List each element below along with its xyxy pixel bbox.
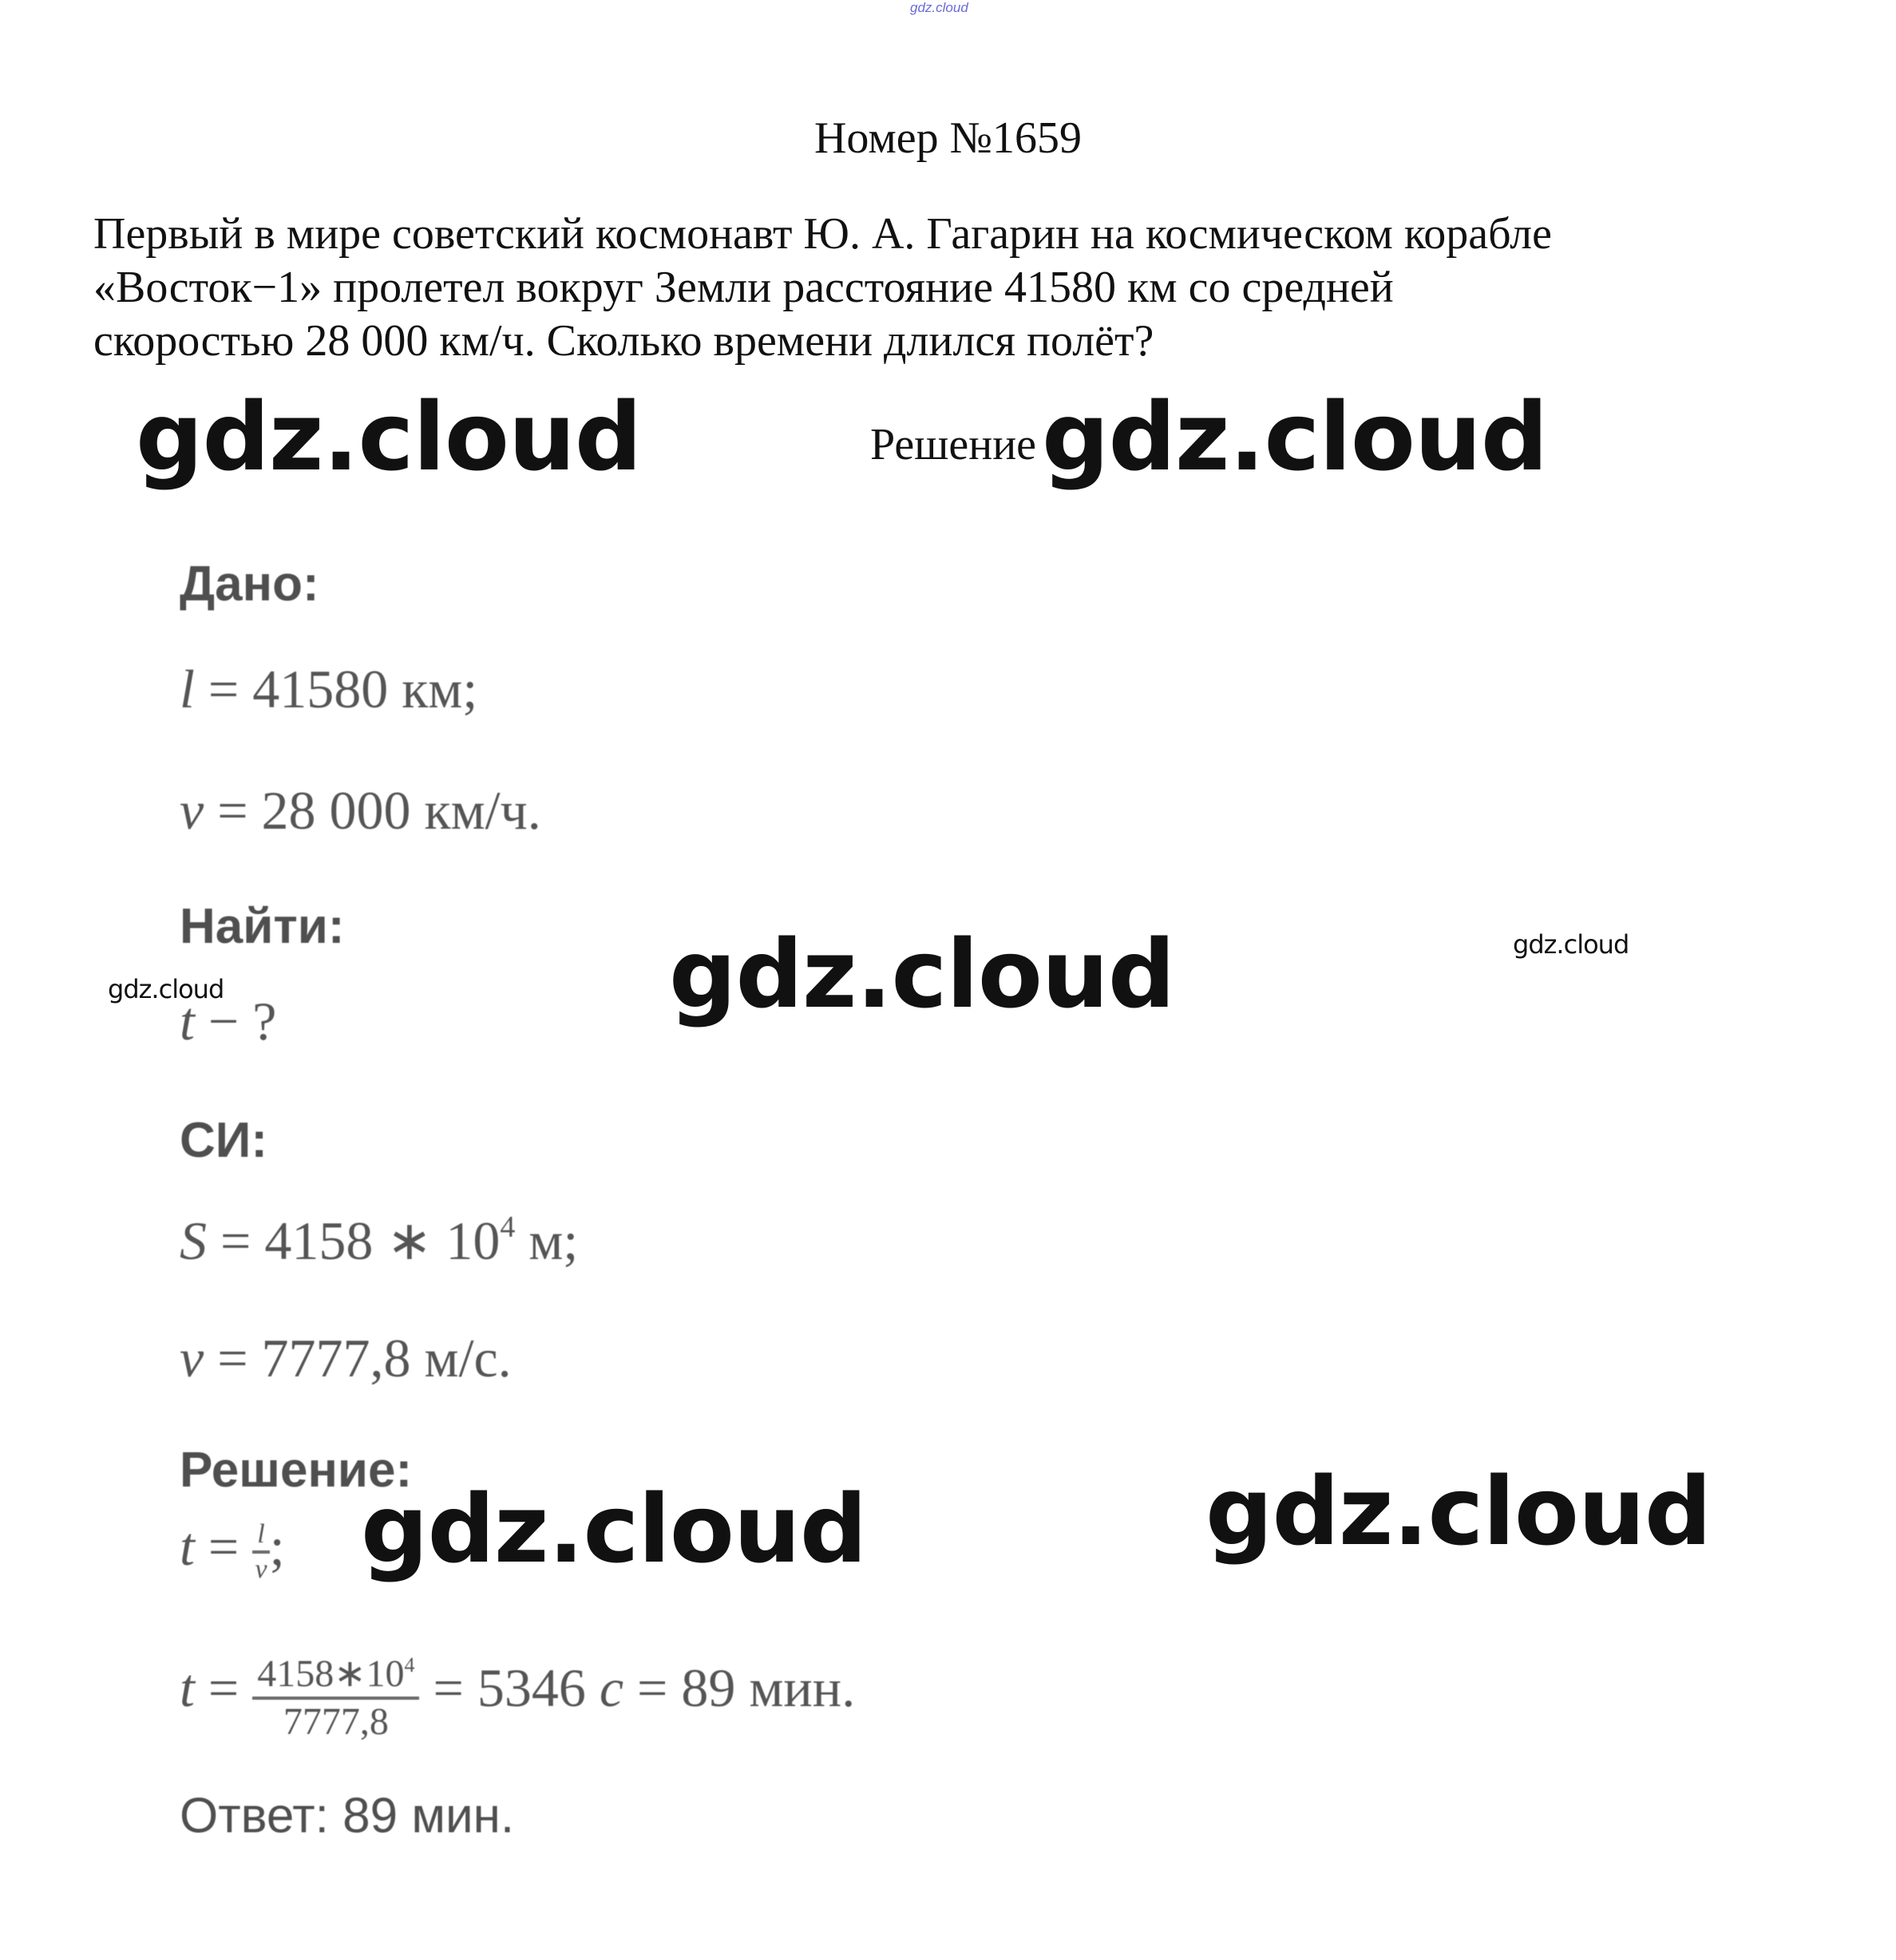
- watermark-text: gdz.cloud: [1042, 382, 1548, 492]
- find-header: Найти:: [180, 899, 345, 954]
- watermark-text: gdz.cloud: [361, 1474, 867, 1584]
- fraction: $\frac{l}{v}$: [252, 1519, 269, 1586]
- site-link[interactable]: gdz.cloud: [910, 0, 968, 15]
- calculation: t = $\frac{4158∗10^4}{7777,8}$ = 5346 c = 89 мин.: [180, 1643, 855, 1744]
- si-header: СИ:: [180, 1113, 267, 1168]
- si-distance: S = 4158 ∗ $10^4$ м;: [180, 1210, 579, 1271]
- task-line: скоростью 28 000 км/ч. Сколько времени длился полёт?: [93, 316, 1154, 366]
- watermark-text: gdz.cloud: [1205, 1456, 1712, 1566]
- answer: Ответ: 89 мин.: [180, 1788, 515, 1843]
- watermark-text: gdz.cloud: [669, 919, 1175, 1029]
- task-statement: [93, 208, 1770, 368]
- task-line: Первый в мире советский космонавт Ю. А. Гагарин на космическом корабле: [93, 209, 1552, 259]
- given-distance: l = 41580 км;: [180, 659, 478, 719]
- formula-time: t = $\frac{l}{v}$ ;: [180, 1516, 285, 1585]
- si-speed: v = 7777,8 м/с.: [180, 1328, 512, 1388]
- watermark-text: gdz.cloud: [108, 974, 224, 1004]
- solution-header: Решение:: [180, 1443, 413, 1498]
- solution-label: Решение: [870, 420, 1037, 469]
- watermark-text: gdz.cloud: [136, 382, 642, 492]
- watermark-text: gdz.cloud: [1513, 929, 1629, 960]
- fraction: $\frac{4158∗10^4}{7777,8}$: [252, 1643, 419, 1744]
- given-header: Дано:: [180, 556, 319, 612]
- task-line: «Восток−1» пролетел вокруг Земли расстояние 41580 км со средней: [93, 263, 1394, 312]
- find-time: t − ?: [180, 991, 277, 1051]
- given-speed: v = 28 000 км/ч.: [180, 780, 541, 841]
- page-title: Номер №1659: [813, 113, 1083, 163]
